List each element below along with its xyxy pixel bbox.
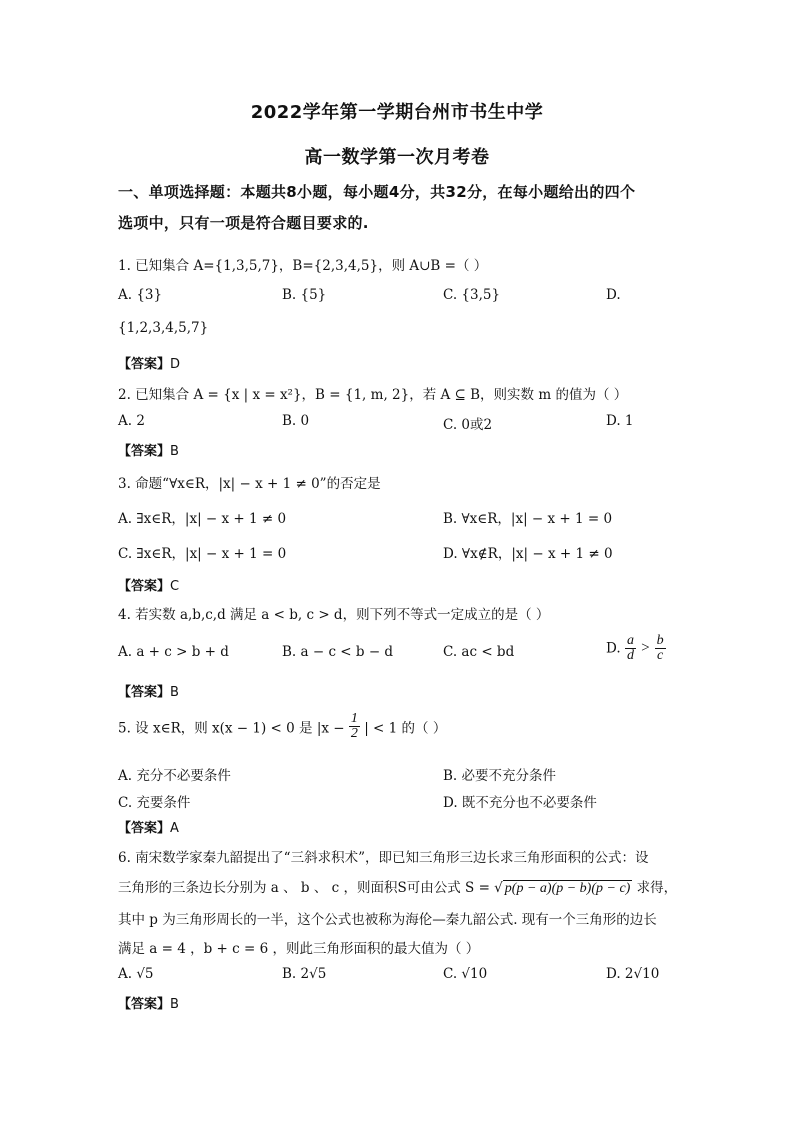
question-6-option-d: D. 2√10 [606, 966, 660, 982]
question-4-option-b: B. a − c < b − d [282, 644, 394, 660]
question-3-option-c: C. ∃x∈R，|x| − x + 1 = 0 [118, 546, 287, 562]
question-3-answer: 【答案】C [118, 579, 180, 594]
question-1-option-b: B. {5} [282, 287, 327, 303]
exam-title-school: 2022学年第一学期台州市书生中学 [250, 102, 544, 123]
question-1-stem: 1. 已知集合 A={1,3,5,7}，B={2,3,4,5}，则 A∪B =（ ） [118, 258, 488, 274]
question-1-option-d: D. [606, 287, 621, 303]
fraction-a-over-d: $\frac{a}{d}$ [626, 633, 634, 663]
question-5-option-a: A. 充分不必要条件 [118, 768, 231, 784]
question-2-stem: 2. 已知集合 A = {x | x = x²}，B = {1, m, 2}，若 A ⊆ B，则实数 m 的值为（ ） [118, 387, 628, 403]
question-6-answer: 【答案】B [118, 997, 179, 1012]
question-5-option-d: D. 既不充分也不必要条件 [443, 795, 597, 811]
question-2-option-d: D. 1 [606, 413, 634, 429]
question-1-answer: 【答案】D [118, 357, 181, 372]
question-4-option-c: C. ac < bd [443, 644, 515, 660]
section-heading-line2: 选项中，只有一项是符合题目要求的. [118, 214, 369, 232]
fraction-b-over-c: $\frac{b}{c}$ [656, 633, 664, 663]
question-6-line-2: 三角形的三条边长分别为 a 、 b 、 c ，则面积S可由公式 S = √ p(p − a)(p − b)(p − c) 求得， [118, 880, 678, 896]
question-2-option-c: C. 0或2 [443, 417, 493, 433]
question-5-option-c: C. 充要条件 [118, 795, 191, 811]
question-6-option-a: A. √5 [118, 966, 154, 982]
question-3-option-d: D. ∀x∉R，|x| − x + 1 ≠ 0 [443, 546, 613, 562]
exam-title-name: 高一数学第一次月考卷 [304, 147, 490, 168]
question-4-option-d: D. $\frac{a}{d}$ > $\frac{b}{c}$ [606, 633, 664, 663]
question-3-option-b: B. ∀x∈R，|x| − x + 1 = 0 [443, 511, 613, 527]
question-6-option-c: C. √10 [443, 966, 488, 982]
question-5-option-b: B. 必要不充分条件 [443, 768, 557, 784]
question-1-option-c: C. {3,5} [443, 287, 501, 303]
question-5-answer: 【答案】A [118, 821, 179, 836]
question-2-answer: 【答案】B [118, 444, 179, 459]
question-4-stem: 4. 若实数 a,b,c,d 满足 a < b, c > d，则下列不等式一定成立的是（ ） [118, 607, 550, 623]
question-5-stem: 5. 设 x∈R，则 x(x − 1) < 0 是 |x − $\frac{1}{2}$ | < 1 的（ ） [118, 711, 447, 741]
question-6-line-3: 其中 p 为三角形周长的一半，这个公式也被称为海伦—秦九韶公式. 现有一个三角形的边长 [118, 912, 657, 928]
question-2-option-b: B. 0 [282, 413, 310, 429]
question-3-option-a: A. ∃x∈R，|x| − x + 1 ≠ 0 [118, 511, 287, 527]
question-1-option-d-value: {1,2,3,4,5,7} [118, 320, 209, 336]
section-heading-line1: 一、单项选择题：本题共8小题，每小题4分，共32分，在每小题给出的四个 [118, 183, 636, 201]
fraction-one-half: $\frac{1}{2}$ [350, 711, 358, 741]
question-3-stem: 3. 命题“∀x∈R，|x| − x + 1 ≠ 0”的否定是 [118, 476, 381, 492]
question-4-option-a: A. a + c > b + d [118, 644, 229, 660]
question-6-line-1: 6. 南宋数学家秦九韶提出了“三斜求积术”，即已知三角形三边长求三角形面积的公式：设 [118, 850, 649, 866]
question-6-option-b: B. 2√5 [282, 966, 327, 982]
question-1-option-a: A. {3} [118, 287, 163, 303]
question-4-answer: 【答案】B [118, 685, 179, 700]
question-6-line-4: 满足 a = 4 ，b + c = 6 ，则此三角形面积的最大值为（ ） [118, 941, 480, 957]
heron-radicand: p(p − a)(p − b)(p − c) [504, 881, 631, 896]
question-2-option-a: A. 2 [118, 413, 145, 429]
